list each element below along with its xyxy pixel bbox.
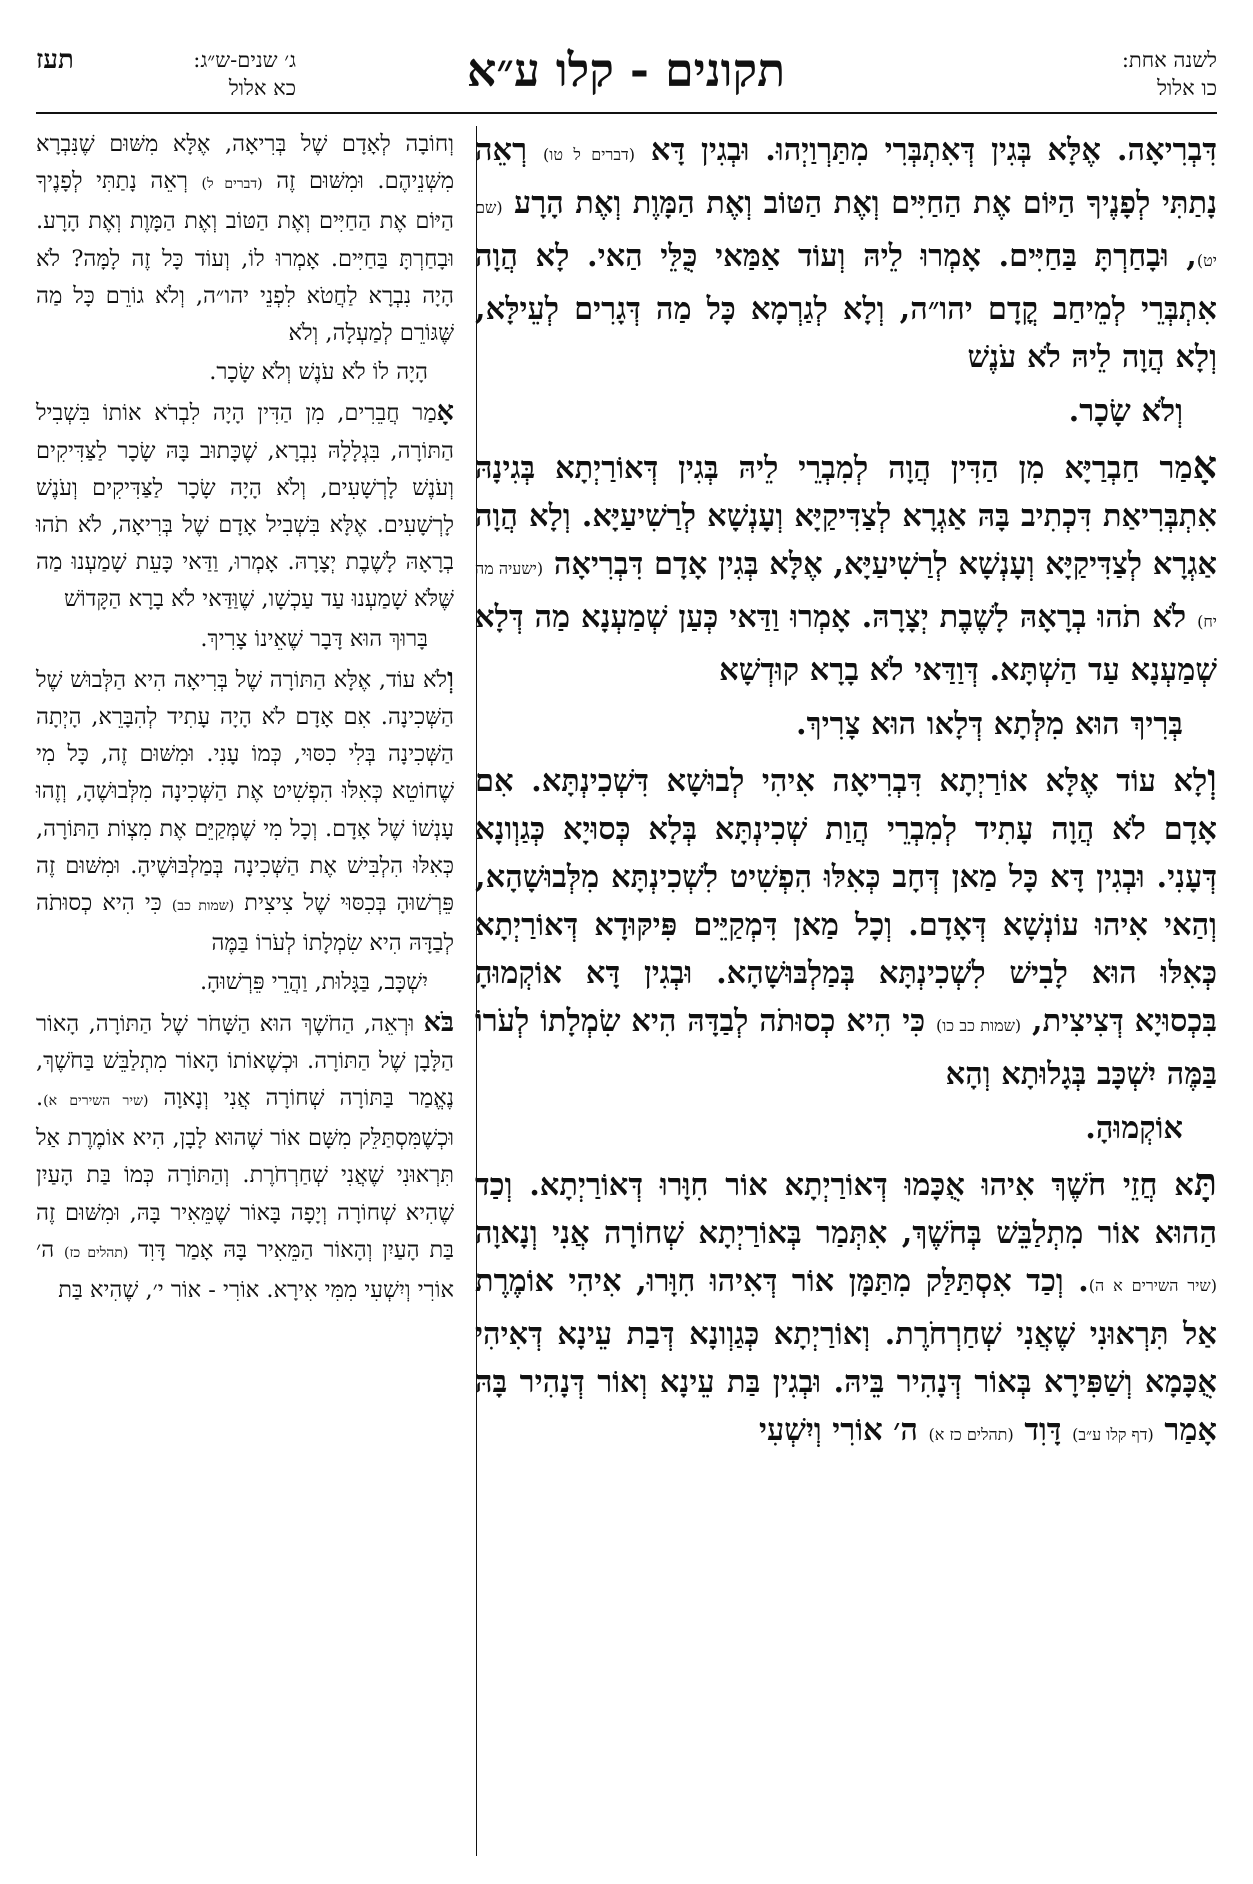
main-paragraph-1: דִּבְרִיאָה. אֶלָּא בְּגִין דְּאִתְבְּרִי מִתַּרְוַיְהוּ. וּבְגִין דָּא (דברים ל טו) רְאֵה נָתַתִּי לְפָנֶיךָ הַיּוֹם אֶת הַחַיִּים וְאֶת הַטּוֹב וְאֶת הַמָּוֶת וְאֶת הָרָע (שם יט), וּבָחַרְתָּ בַּחַיִּים. אָמְרוּ לֵיהּ וְעוֹד אַמַּאי כֻּלֵּי הַאי. לָא הֲוָה אִתְבְּרֵי לְמֵיחַב קֳדָם יהו״ה, וְלָא לְגַרְמָא כָּל מַה דְּגָרִים לְעֵילָּא, וְלָא הֲוָה לֵיהּ לֹא עֹנֶשׁ — [475, 132, 1217, 375]
opening-letter: וְ — [1207, 755, 1218, 800]
side-paragraph-1: וְחוֹבָה לְאָדָם שֶׁל בְּרִיאָה, אֶלָּא מִשּׁוּם שֶׁנִּבְרָא מִשְּׁנֵיהֶם. וּמִשּׁוּם זֶה (דברים ל) רְאֵה נָתַתִּי לְפָנֶיךָ הַיּוֹם אֶת הַחַיִּים וְאֶת הַטּוֹב וְאֶת הַמָּוֶת וְאֶת הָרָע. וּבָחַרְתָּ בַּחַיִּים. אָמְרוּ לוֹ, וְעוֹד כָּל זֶה לָמָּה? לֹא הָיָה נִבְרָא לַחֲטֹא לִפְנֵי יהו״ה, וְלֹא גוֹרֵם כָּל מַה שֶּׁגּוֹרֵם לְמַעְלָה, וְלֹא — [36, 131, 455, 347]
opening-letter: וְ — [447, 662, 454, 694]
main-paragraph-3: וְלָא עוֹד אֶלָּא אוֹרַיְתָא דִּבְרִיאָה אִיהִי לְבוּשָׁא דִּשְׁכִינְתָּא. אִם אָדָם לֹא הֲוָה עָתִיד לְמִבְרֵי הֲוַת שְׁכִינְתָּא בְּלָא כְּסוּיָא כְּגַוְונָא דְּעָנִי. וּבְגִין דָּא כָּל מַאן דְּחָב כְּאִלּוּ הִפְשִׁיט לִשְׁכִינְתָּא מִלְּבוּשָׁהָא, וְהַאי אִיהוּ עוֹנְשָׁא דְּאָדָם. וְכָל מַאן דִּמְקַיֵּים פִּיקּוּדָא דְּאוֹרַיְתָא כְּאִלּוּ הוּא לָבִישׁ לִשְׁכִינְתָּא בְּמַלְבּוּשָׁהָא. וּבְגִין דָּא אוֹקְמוּהָ בִּכְסוּיָא דְּצִיצִית, (שמות כב כו) כִּי הִיא כְסוּתֹה לְבַדָּהּ הִיא שִׂמְלָתוֹ לְעֹרוֹ בַּמֶּה יִשְׁכָּב בְּגָלוּתָא וְהָא — [475, 755, 1218, 1092]
header-right-line2: כו אלול — [1157, 76, 1217, 100]
header-left-date — [193, 46, 296, 102]
page — [36, 36, 1217, 1856]
page-title: תקונים - קלו ע״א — [466, 43, 786, 97]
source-reference: (שיר השירים א ה) — [1088, 1276, 1217, 1295]
running-header — [36, 36, 1217, 114]
opening-letter: אָ — [436, 396, 454, 428]
header-left-line2: כא אלול — [228, 76, 296, 100]
side-paragraph-3-end: יִשְׁכָּב, בַּגָּלוּת, וַהֲרֵי פֵּרְשׁוּהָ. — [200, 969, 428, 996]
side-paragraph-2-end: בָּרוּךְ הוּא דָּבָר שֶׁאֵינוֹ צָרִיךְ. — [200, 625, 428, 652]
side-paragraph-1-end: הָיָה לוֹ לֹא עֹנֶשׁ וְלֹא שָׂכָר. — [209, 359, 428, 386]
opening-letter: בֹּא — [423, 1006, 454, 1038]
header-right-date — [1122, 46, 1217, 102]
opening-letter: תָּ — [1193, 1159, 1217, 1204]
source-reference: (שמות כב) — [171, 898, 235, 915]
side-paragraph-2: אָמַר חֲבֵרִים, מִן הַדִּין הָיָה לִבְרֹא אוֹתוֹ בִּשְׁבִיל הַתּוֹרָה, בִּגְלָלָהּ נִבְרָא, שֶׁכָּתוּב בָּהּ שָׂכָר לַצַּדִּיקִים וְעֹנֶשׁ לָרְשָׁעִים, וְלֹא הָיָה שָׂכָר לַצַּדִּיקִים וְעֹנֶשׁ לָרְשָׁעִים. אֶלָּא בִּשְׁבִיל אָדָם שֶׁל בְּרִיאָה, לֹא תֹהוּ בְרָאָהּ לָשֶׁבֶת יְצָרָהּ. אָמְרוּ, וַדַּאי כָּעֵת שָׁמַעְנוּ מַה שֶּׁלֹּא שָׁמַעְנוּ עַד עַכְשָׁו, שֶׁוַּדַּאי לֹא בָרָא הַקָּדוֹשׁ — [36, 396, 454, 613]
main-paragraph-2-end: בְּרִיךְ הוּא מִלְּתָא דְּלָאו הוּא צָרִיךְ. — [795, 706, 1183, 742]
source-reference: (תהלים כז) — [64, 1244, 129, 1261]
source-reference: (דברים ל) — [201, 176, 263, 193]
source-reference: (תהלים כז א) — [928, 1425, 1014, 1444]
column-divider — [476, 126, 477, 1856]
source-reference: (שמות כב כו) — [935, 1016, 1022, 1035]
source-reference: (דברים ל טו) — [543, 145, 635, 164]
main-paragraph-3-end: אוֹקְמוּהָ. — [1085, 1110, 1183, 1146]
side-paragraph-4: בֹּא וּרְאֵה, הַחֹשֶׁךְ הוּא הַשָּׁחֹר שֶׁל הַתּוֹרָה, הָאוֹר הַלָּבָן שֶׁל הַתּוֹרָה. וּכְשֶׁאוֹתוֹ הָאוֹר מִתְלַבֵּשׁ בַּחֹשֶׁךְ, נֶאֱמַר בַּתּוֹרָה שְׁחוֹרָה אֲנִי וְנָאוָה (שיר השירים א). וּכְשֶׁמִּסְתַּלֵּק מִשָּׁם אוֹר שֶׁהוּא לָבָן, הִיא אוֹמֶרֶת אַל תִּרְאוּנִי שֶׁאֲנִי שְׁחַרְחֹרֶת. וְהַתּוֹרָה כְּמוֹ בַּת הָעַיִן שֶׁהִיא שְׁחוֹרָה וְיָפָה בָּאוֹר שֶׁמֵּאִיר בָּהּ, וּמִשּׁוּם זֶה בַּת הָעַיִן וְהָאוֹר הַמֵּאִיר בָּהּ אָמַר דָּוִד (תהלים כז) ה׳ אוֹרִי וְיִשְׁעִי מִמִּי אִירָא. אוֹרִי - אוֹר י׳, שֶׁהִיא בַּת — [36, 1006, 455, 1304]
page-number: תעז — [36, 45, 74, 75]
main-paragraph-1-end: וְלֹא שָׂכָר. — [1068, 393, 1183, 429]
source-reference: (שיר השירים א) — [43, 1093, 149, 1110]
page-reference: (דף קלו ע״ב) — [1072, 1425, 1154, 1444]
source-reference: (ישעיה מה יח) — [475, 559, 1217, 631]
header-right-line1: לשנה אחת: — [1121, 48, 1217, 72]
text-columns — [36, 126, 1217, 1856]
main-paragraph-4: תָּא חֲזֵי חֹשֶׁךְ אִיהוּ אֻכָּמוּ דְּאוֹרַיְתָא אוֹר חִוָּרוּ דְּאוֹרַיְתָא. וְכַד הַהוּא אוֹר מִתְלַבֵּשׁ בְּחֹשֶׁךְ, אִתְּמַר בְּאוֹרַיְתָא שְׁחוֹרָה אֲנִי וְנָאוָה (שיר השירים א ה). וְכַד אִסְתַּלַּק מִתַּמָּן אוֹר דְּאִיהוּ חִוָּרוּ, אִיהִי אוֹמֶרֶת אַל תִּרְאוּנִי שֶׁאֲנִי שְׁחַרְחֹרֶת. וְאוֹרַיְתָא כְּגַוְונָא דְּבַת עֵינָא דְּאִיהִי אֻכָּמָא וְשַׁפִּירָא בְּאוֹר דְּנָהִיר בֵּיהּ. וּבְגִין בַּת עֵינָא וְאוֹר דְּנָהִיר בָּהּ אָמַר (דף קלו ע״ב) דָּוִד (תהלים כז א) ה׳ אוֹרִי וְיִשְׁעִי — [475, 1159, 1217, 1448]
opening-letter: אָ — [1192, 442, 1217, 487]
main-column-aramaic — [475, 126, 1217, 1465]
side-column-translation — [36, 126, 454, 1311]
side-paragraph-3: וְלֹא עוֹד, אֶלָּא הַתּוֹרָה שֶׁל בְּרִיאָה הִיא הַלְּבוּשׁ שֶׁל הַשְּׁכִינָה. אִם אָדָם לֹא הָיָה עָתִיד לְהִבָּרֵא, הָיְתָה הַשְּׁכִינָה בְּלִי כִסּוּי, כְּמוֹ עָנִי. וּמִשּׁוּם זֶה, כָּל מִי שֶׁחוֹטֵא כְּאִלּוּ הִפְשִׁיט אֶת הַשְּׁכִינָה מִלְּבוּשֶׁהָ, וְזֶהוּ עָנְשׁוֹ שֶׁל אָדָם. וְכָל מִי שֶׁמְּקַיֵּם אֶת מִצְוֹת הַתּוֹרָה, כְּאִלּוּ הִלְבִּישׁ אֶת הַשְּׁכִינָה בְּמַלְבּוּשֶׁיהָ. וּמִשּׁוּם זֶה פֵּרְשׁוּהָ בְּכִסּוּי שֶׁל צִיצִית (שמות כב) כִּי הִיא כְסוּתֹה לְבַדָּהּ הִיא שִׂמְלָתוֹ לְעֹרוֹ בַּמֶּה — [36, 662, 455, 957]
main-paragraph-2: אָמַר חַבְרַיָּא מִן הַדִּין הֲוָה לְמִבְרֵי לֵיהּ בְּגִין דְּאוֹרַיְתָא בְּגִינָהּ אִתְבְּרִיאַת דִּכְתִיב בָּהּ אַגְרָא לְצַדִּיקַיָּא וְעָנְשָׁא לְרַשִׁיעַיָּא. וְלָא הֲוָה אַגְרָא לְצַדִּיקַיָּא וְעָנְשָׁא לְרַשִׁיעַיָּא, אֶלָּא בְּגִין אָדָם דִּבְרִיאָה (ישעיה מה יח) לֹא תֹהוּ בְרָאָהּ לָשֶׁבֶת יְצָרָהּ. אָמְרוּ וַדַּאי כְּעַן שְׁמַעְנָא מַה דְּלָא שְׁמַעְנָא עַד הַשְׁתָּא. דְּוַדַּאי לֹא בָרָא קוּדְשָׁא — [475, 442, 1218, 688]
header-left-line1: ג׳ שנים-ש״ג: — [193, 48, 296, 72]
source-reference: (שם יט) — [475, 198, 1217, 270]
